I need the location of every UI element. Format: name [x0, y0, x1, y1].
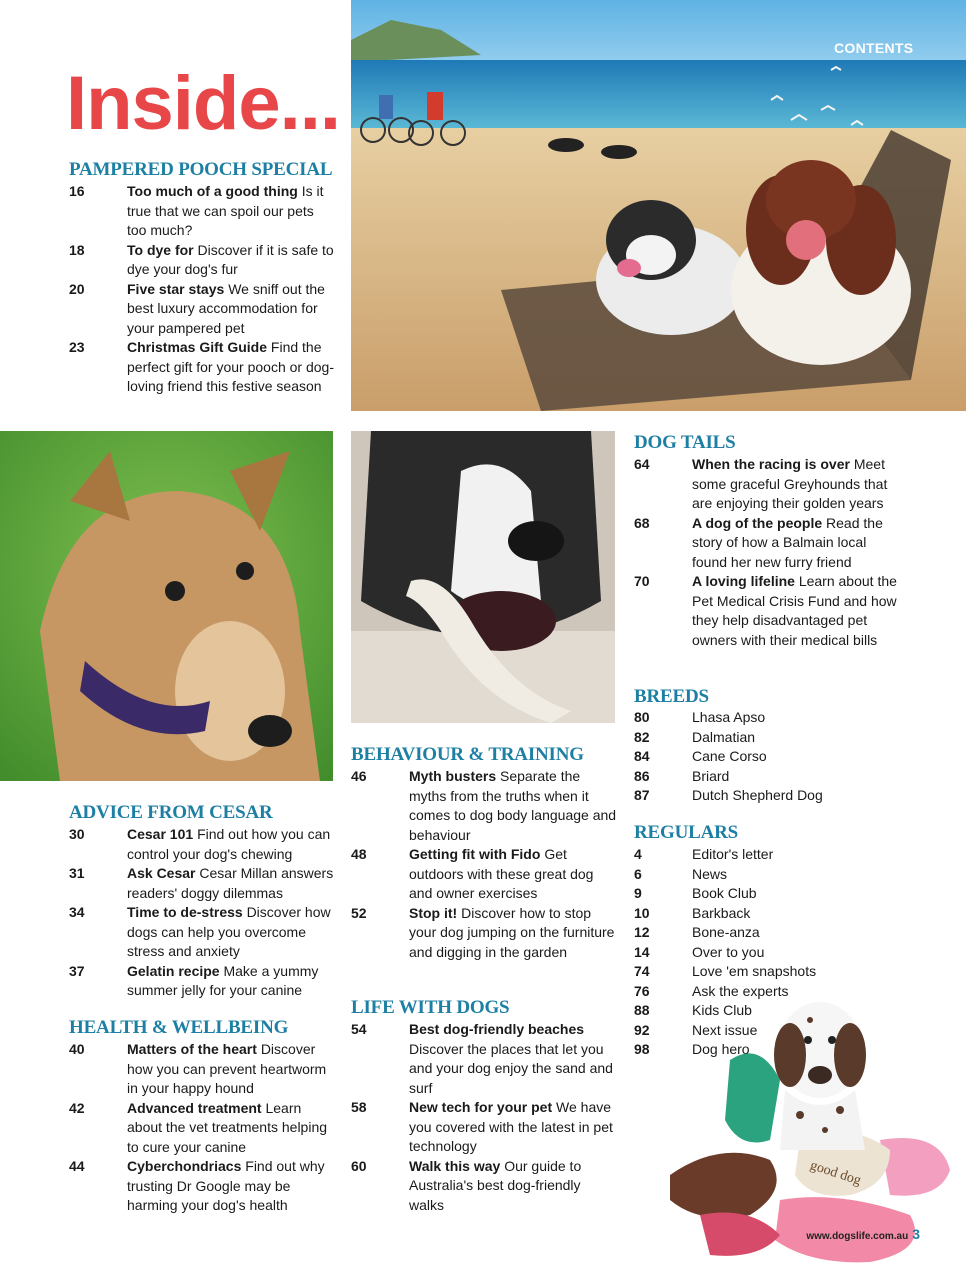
page-number: 54 [351, 1021, 367, 1037]
entry-title: New tech for your pet [409, 1099, 553, 1115]
page-number: 23 [69, 339, 85, 355]
entry-desc: Read the story of how a Balmain local found her new furry friend [692, 514, 883, 570]
entry-desc: Make a yummy summer jelly for your canine [127, 962, 319, 998]
entry-title: Advanced treatment [127, 1099, 262, 1116]
entry-title: Gelatin recipe [127, 962, 220, 979]
section-heading-regulars: REGULARS [634, 822, 738, 843]
toc-entry[interactable] [351, 1157, 617, 1216]
entries-pampered [69, 182, 335, 397]
entry-title: Time to de-stress [127, 904, 243, 920]
toc-entry[interactable] [351, 1098, 617, 1157]
toc-entry[interactable] [634, 514, 900, 573]
page-number: 46 [351, 768, 367, 784]
entry-desc: Separate the myths from the truths when it comes to dog body language and behaviour [409, 768, 617, 843]
toc-entry[interactable] [69, 280, 335, 339]
entry-title: Stop it! [409, 904, 458, 921]
entry-title: Ask Cesar [127, 865, 196, 881]
entries-cesar [69, 825, 335, 1001]
toc-entry[interactable] [634, 982, 900, 1002]
toc-entry[interactable] [634, 943, 900, 963]
page-number: 44 [69, 1158, 85, 1174]
toc-entry[interactable] [634, 904, 900, 924]
entry-title: Cesar 101 [127, 826, 194, 842]
beach-dogs-photo [351, 0, 966, 411]
toc-entry[interactable] [69, 1099, 335, 1158]
page-number: 48 [351, 846, 367, 862]
entry-title: Getting fit with Fido [409, 846, 541, 862]
toc-entry[interactable] [351, 767, 617, 845]
entry-desc: Learn about the Pet Medical Crisis Fund and how they help disadvantaged pet owners with their medical bills [692, 573, 897, 648]
entry-title: Kids Club [692, 1002, 752, 1018]
entry-title: Five star stays [127, 280, 225, 297]
entry-title: Barkback [692, 904, 751, 921]
toc-entry[interactable] [634, 845, 900, 865]
entry-title: Too much of a good thing [127, 183, 298, 199]
page-number: 4 [634, 846, 642, 862]
page-number: 16 [69, 183, 85, 199]
page-number: 60 [351, 1157, 367, 1174]
entry-title: Briard [692, 767, 730, 784]
entry-title: Dutch Shepherd Dog [692, 787, 823, 803]
entry-desc: Discover if it is safe to dye your dog's fur [127, 241, 334, 277]
toc-entry[interactable] [634, 884, 900, 904]
entry-desc: Discover how dogs can help you overcome stress and anxiety [127, 904, 331, 959]
toc-entry[interactable] [69, 241, 335, 280]
toc-entry[interactable] [69, 1157, 335, 1216]
entry-title: Christmas Gift Guide [127, 339, 268, 355]
section-heading-health: HEALTH & WELLBEING [69, 1017, 289, 1038]
toc-entry[interactable] [634, 747, 900, 767]
page-number: 18 [69, 241, 85, 258]
page-number: 31 [69, 865, 85, 881]
toc-entry[interactable] [634, 728, 900, 748]
entries-behaviour [351, 767, 617, 962]
dog-with-bone-photo [351, 431, 615, 723]
footer-url[interactable]: www.dogslife.com.au [806, 1231, 909, 1242]
page-number: 86 [634, 767, 650, 784]
toc-entry[interactable] [634, 962, 900, 982]
entry-desc: Discover how you can prevent heartworm in your happy hound [127, 1041, 327, 1096]
entry-title: Love 'em snapshots [692, 963, 817, 979]
entry-desc: Meet some graceful Greyhounds that are enjoying their golden years [692, 456, 888, 511]
entry-title: Over to you [692, 943, 765, 960]
entries-breeds [634, 708, 900, 806]
entry-title: Ask the experts [692, 982, 789, 999]
section-heading-behaviour: BEHAVIOUR & TRAINING [351, 744, 584, 765]
entry-desc: Our guide to Australia's best dog-friendly walks [409, 1157, 582, 1213]
toc-entry[interactable] [634, 786, 900, 806]
toc-entry[interactable] [69, 1040, 335, 1099]
page-number: 74 [634, 963, 650, 979]
toc-entry[interactable] [69, 962, 335, 1001]
entry-desc: We have you covered with the latest in pet technology [409, 1099, 613, 1154]
page-number: 52 [351, 904, 367, 921]
page-number: 92 [634, 1021, 650, 1038]
entry-desc: Find out how you can control your dog's chewing [127, 826, 331, 862]
page-number: 14 [634, 943, 650, 960]
entry-title: Dalmatian [692, 728, 756, 745]
page-number: 87 [634, 787, 650, 803]
page-number: 70 [634, 573, 650, 589]
entry-title: Cyberchondriacs [127, 1158, 242, 1174]
toc-entry[interactable] [634, 767, 900, 787]
entries-life [351, 1020, 617, 1215]
page-number: 12 [634, 924, 650, 940]
section-heading-pampered: PAMPERED POOCH SPECIAL [69, 159, 333, 180]
page-number: 6 [634, 865, 642, 882]
page-number: 40 [69, 1041, 85, 1057]
page-number: 76 [634, 982, 650, 999]
section-heading-cesar: ADVICE FROM CESAR [69, 802, 273, 823]
contents-label: CONTENTS [834, 40, 914, 56]
entry-desc: Find out why trusting Dr Google may be harming your dog's health [127, 1158, 325, 1213]
toc-entry[interactable] [351, 904, 617, 963]
entry-title: Dog hero [692, 1041, 750, 1057]
toc-entry[interactable] [634, 455, 900, 514]
footer [806, 1226, 920, 1242]
page-number: 58 [351, 1099, 367, 1115]
page-number: 64 [634, 456, 650, 472]
entry-title: When the racing is over [692, 456, 850, 472]
entry-title: To dye for [127, 241, 194, 258]
page-number: 82 [634, 728, 650, 745]
entry-title: Editor's letter [692, 846, 774, 862]
entry-title: Book Club [692, 885, 757, 901]
toc-entry[interactable] [351, 845, 617, 904]
entry-desc: Find the perfect gift for your pooch or dog-loving friend this festive season [127, 339, 334, 394]
page-number: 42 [69, 1099, 85, 1116]
page-number: 10 [634, 904, 650, 921]
toc-entry[interactable] [634, 865, 900, 885]
entry-title: Next issue [692, 1021, 758, 1038]
toc-entry[interactable] [69, 338, 335, 397]
page-number: 80 [634, 709, 650, 725]
entry-desc: Discover the places that let you and your dog enjoy the sand and surf [409, 1040, 613, 1096]
page-number: 98 [634, 1041, 650, 1057]
page-title: Inside... [66, 61, 340, 146]
entry-title: Matters of the heart [127, 1041, 257, 1057]
toc-entry[interactable] [69, 182, 335, 241]
entry-title: Walk this way [409, 1157, 501, 1174]
toc-entry[interactable] [634, 923, 900, 943]
section-heading-tails: DOG TAILS [634, 432, 736, 453]
entry-title: Bone-anza [692, 924, 760, 940]
page-number: 37 [69, 962, 85, 979]
entries-health [69, 1040, 335, 1216]
section-heading-life: LIFE WITH DOGS [351, 997, 510, 1018]
page-number: 9 [634, 885, 642, 901]
toc-entry[interactable] [69, 903, 335, 962]
entry-title: Cane Corso [692, 748, 767, 764]
entry-title: A dog of the people [692, 514, 823, 531]
entry-desc: Get outdoors with these great dog and owner exercises [409, 846, 594, 901]
toc-entry[interactable] [69, 864, 335, 903]
entry-desc: Is it true that we can spoil our pets too much? [127, 183, 324, 238]
entry-desc: Learn about the vet treatments helping to cure your canine [127, 1099, 328, 1155]
toc-entry[interactable] [634, 572, 900, 650]
entry-title: A loving lifeline [692, 573, 795, 589]
entry-desc: We sniff out the best luxury accommodation for your pampered pet [127, 280, 325, 336]
footer-page-number: 3 [912, 1226, 920, 1242]
page-number: 88 [634, 1002, 650, 1018]
entry-title: Best dog-friendly beaches [409, 1021, 585, 1037]
entry-title: Myth busters [409, 768, 497, 784]
toc-entry[interactable] [69, 825, 335, 864]
page-number: 84 [634, 748, 650, 764]
greyhound-photo [0, 431, 333, 781]
toc-entry[interactable] [351, 1020, 617, 1098]
page-number: 30 [69, 826, 85, 842]
page-number: 20 [69, 280, 85, 297]
toc-entry[interactable] [634, 708, 900, 728]
entries-tails [634, 455, 900, 650]
entry-title: News [692, 865, 728, 882]
toy-bone-label: good dog [808, 1158, 863, 1189]
page-number: 68 [634, 514, 650, 531]
entry-desc: Discover how to stop your dog jumping on the furniture and digging in the garden [409, 904, 615, 960]
page-number: 34 [69, 904, 85, 920]
section-heading-breeds: BREEDS [634, 686, 709, 707]
entry-desc: Cesar Millan answers readers' doggy dilemmas [127, 865, 334, 901]
entry-title: Lhasa Apso [692, 709, 766, 725]
